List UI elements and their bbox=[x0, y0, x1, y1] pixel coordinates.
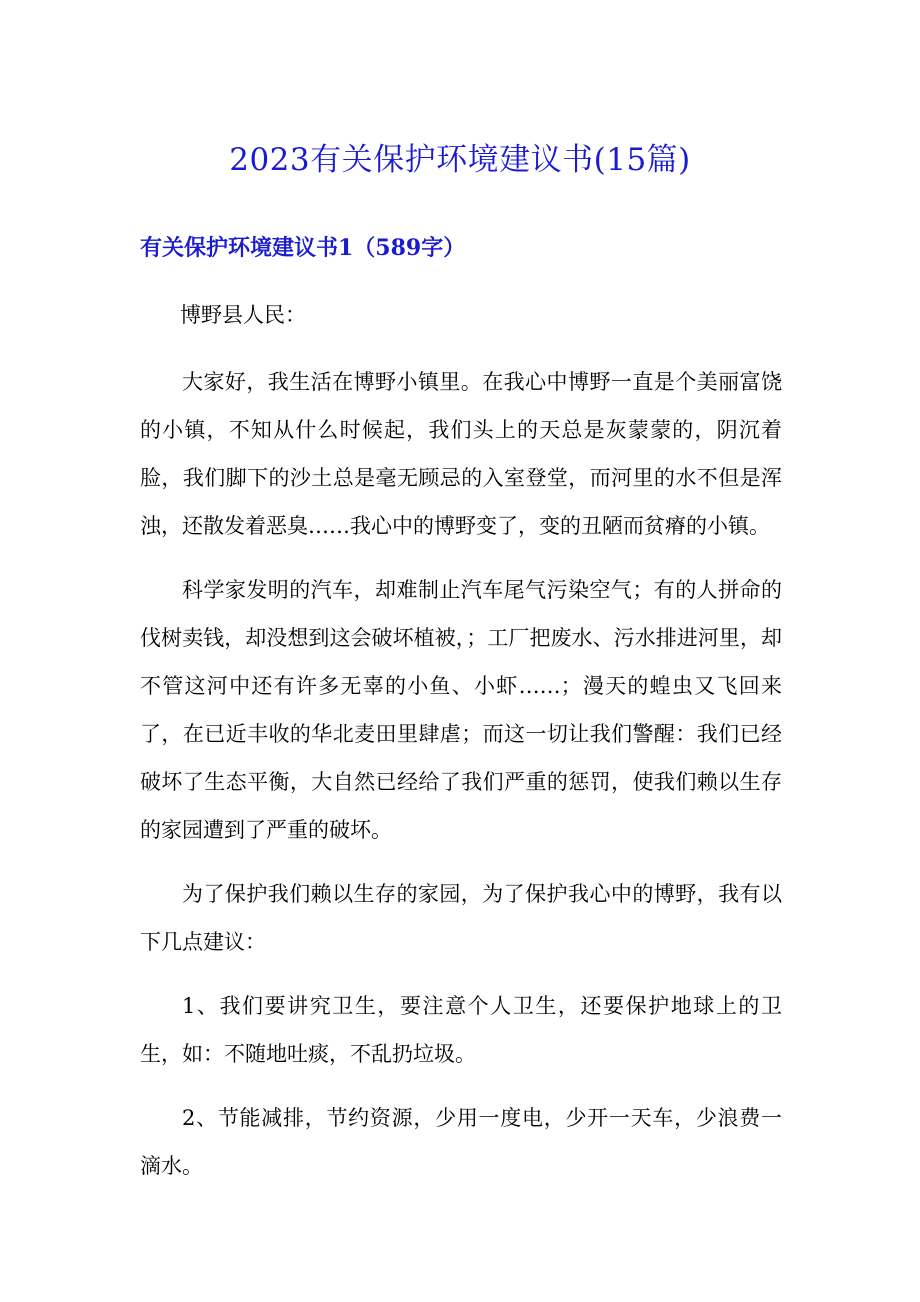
paragraph-problems: 科学家发明的汽车，却难制止汽车尾气污染空气；有的人拼命的伐树卖钱，却没想到这会破坏植被，；工厂把废水、污水排进河里，却不管这河中还有许多无辜的小鱼、小虾……；漫天的蝗虫又飞回来了，在已近丰收的华北麦田里肆虐；而这一切让我们警醒：我们已经破坏了生态平衡，大自然已经给了我们严重的惩罚，使我们赖以生存的家园遭到了严重的破坏。 bbox=[140, 578, 782, 842]
paragraph-intro: 大家好，我生活在博野小镇里。在我心中博野一直是个美丽富饶的小镇，不知从什么时候起，我们头上的天总是灰蒙蒙的，阴沉着脸，我们脚下的沙土总是毫无顾忌的入室登堂，而河里的水不但是浑浊，还散发着恶臭……我心中的博野变了，变的丑陋而贫瘠的小镇。 bbox=[140, 370, 782, 538]
document-title: 2023有关保护环境建议书(15篇) bbox=[229, 142, 691, 178]
paragraph-suggestions-intro: 为了保护我们赖以生存的家园，为了保护我心中的博野，我有以下几点建议： bbox=[140, 882, 782, 954]
paragraph-suggestion-1: 1、我们要讲究卫生，要注意个人卫生，还要保护地球上的卫生，如：不随地吐痰，不乱扔垃圾。 bbox=[140, 994, 782, 1066]
section-heading: 有关保护环境建议书1（589字） bbox=[140, 235, 466, 261]
salutation: 博野县人民： bbox=[180, 303, 306, 327]
paragraph-suggestion-2: 2、节能减排，节约资源，少用一度电，少开一天车，少浪费一滴水。 bbox=[140, 1106, 782, 1178]
